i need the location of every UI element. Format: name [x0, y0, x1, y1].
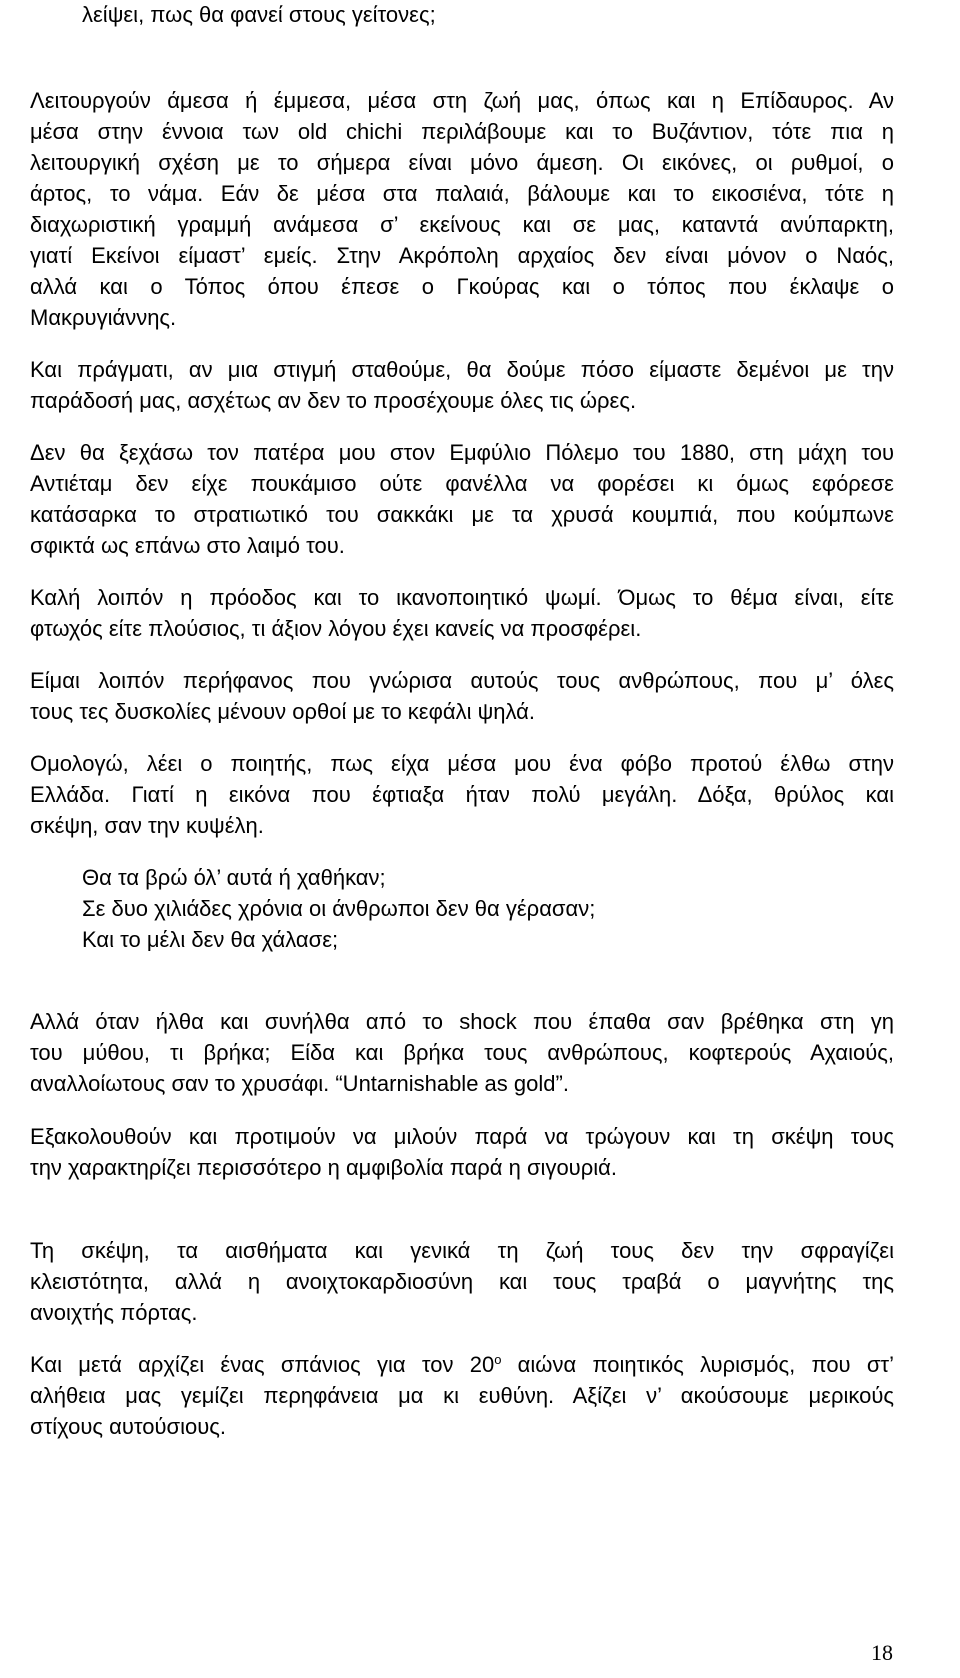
text-line: κατάσαρκα το στρατιωτικό του σακκάκι με τα χρυσά κουμπιά, που κούμπωνε: [30, 502, 894, 527]
paragraph: [30, 1349, 894, 1442]
text-line: Ομολογώ, λέει ο ποιητής, πως είχα μέσα μου ένα φόβο προτού έλθω στην: [30, 751, 894, 776]
text-line: στίχους αυτούσιους.: [30, 1414, 226, 1439]
text-line: παράδοσή μας, ασχέτως αν δεν το προσέχουμε όλες τις ώρες.: [30, 388, 637, 413]
text-segment: αιώνα ποιητικός λυρισμός, που στ’: [501, 1352, 894, 1377]
paragraph: [30, 665, 894, 727]
page-number: 18: [871, 1640, 893, 1665]
poem-line: Θα τα βρώ όλ’ αυτά ή χαθήκαν;: [82, 865, 386, 890]
text-line: διαχωριστική γραμμή ανάμεσα σ’ εκείνους και σε μας, καταντά ανύπαρκτη,: [30, 212, 894, 237]
text-line: Λειτουργούν άμεσα ή έμμεσα, μέσα στη ζωή μας, όπως και η Επίδαυρος. Αν: [30, 88, 894, 113]
text-line: Ελλάδα. Γιατί η εικόνα που έφτιαξα ήταν πολύ μεγάλη. Δόξα, θρύλος και: [30, 782, 894, 807]
text-line: Καλή λοιπόν η πρόοδος και το ικανοποιητικό ψωμί. Όμως το θέμα είναι, είτε: [30, 585, 894, 610]
paragraph: [30, 1121, 894, 1183]
text-line: λειτουργική σχέση με το σήμερα είναι μόνο άμεση. Οι εικόνες, οι ρυθμοί, ο: [30, 150, 894, 175]
paragraph: [30, 354, 894, 416]
paragraph: [30, 85, 894, 333]
text-line: μέσα στην έννοια των old chichi περιλάβουμε και το Βυζάντιον, τότε πια η: [30, 119, 894, 144]
text-line: κλειστότητα, αλλά η ανοιχτοκαρδιοσύνη και τους τραβά ο μαγνήτης της: [30, 1269, 894, 1294]
text-line: ανοιχτής πόρτας.: [30, 1300, 198, 1325]
text-line: τους τες δυσκολίες μένουν ορθοί με το κεφάλι ψηλά.: [30, 699, 536, 724]
ordinal-superscript: ο: [494, 1352, 502, 1367]
text-line: Είμαι λοιπόν περήφανος που γνώρισα αυτούς τους ανθρώπους, που μ’ όλες: [30, 668, 894, 693]
text-line: Αλλά όταν ήλθα και συνήλθα από το shock που έπαθα σαν βρέθηκα στη γη: [30, 1009, 894, 1034]
text-line: την χαρακτηρίζει περισσότερο η αμφιβολία παρά η σιγουριά.: [30, 1155, 617, 1180]
text-line: Εξακολουθούν και προτιμούν να μιλούν παρά να τρώγουν και τη σκέψη τους: [30, 1124, 894, 1149]
text-line: αναλλοίωτους σαν το χρυσάφι. “Untarnishable as gold”.: [30, 1071, 569, 1096]
text-line: Μακρυγιάννης.: [30, 305, 177, 330]
text-line: αλλά και ο Τόπος όπου έπεσε ο Γκούρας και ο τόπος που έκλαψε ο: [30, 274, 894, 299]
text-line: Αντιέταμ δεν είχε πουκάμισο ούτε φανέλλα να φορέσει κι όμως εφόρεσε: [30, 471, 894, 496]
paragraph: [30, 1006, 894, 1099]
text-line: Τη σκέψη, τα αισθήματα και γενικά τη ζωή τους δεν την σφραγίζει: [30, 1238, 894, 1263]
text-line: σφικτά ως επάνω στο λαιμό του.: [30, 533, 345, 558]
poem-line: Σε δυο χιλιάδες χρόνια οι άνθρωποι δεν θα γέρασαν;: [82, 896, 596, 921]
text-line: αλήθεια μας γεμίζει περηφάνεια μα κι ευθύνη. Αξίζει ν’ ακούσουμε μερικούς: [30, 1383, 894, 1408]
text-line: λείψει, πως θα φανεί στους γείτονες;: [82, 2, 436, 27]
document-page: [30, 0, 894, 1442]
paragraph: [30, 748, 894, 841]
text-line: σκέψη, σαν την κυψέλη.: [30, 813, 264, 838]
text-line: άρτος, το νάμα. Εάν δε μέσα στα παλαιά, βάλουμε και το εικοσιένα, τότε η: [30, 181, 894, 206]
text-segment: Και μετά αρχίζει ένας σπάνιος για τον 20: [30, 1352, 495, 1377]
text-line: Δεν θα ξεχάσω τον πατέρα μου στον Εμφύλιο Πόλεμο του 1880, στη μάχη του: [30, 440, 894, 465]
text-line: Και πράγματι, αν μια στιγμή σταθούμε, θα δούμε πόσο είμαστε δεμένοι με την: [30, 357, 894, 382]
text-line: φτωχός είτε πλούσιος, τι άξιον λόγου έχει κανείς να προσφέρει.: [30, 616, 642, 641]
poem-quote: [30, 862, 894, 955]
verse-continuation: [30, 0, 894, 30]
text-line: του μύθου, τι βρήκα; Είδα και βρήκα τους ανθρώπους, κοφτερούς Αχαιούς,: [30, 1040, 894, 1065]
paragraph: [30, 582, 894, 644]
paragraph: [30, 437, 894, 561]
text-line: γιατί Εκείνοι είμαστ’ εμείς. Στην Ακρόπολη αρχαίος δεν είναι μόνον ο Ναός,: [30, 243, 894, 268]
paragraph: [30, 1235, 894, 1328]
poem-line: Και το μέλι δεν θα χάλασε;: [82, 927, 339, 952]
text-line: [30, 1349, 894, 1380]
